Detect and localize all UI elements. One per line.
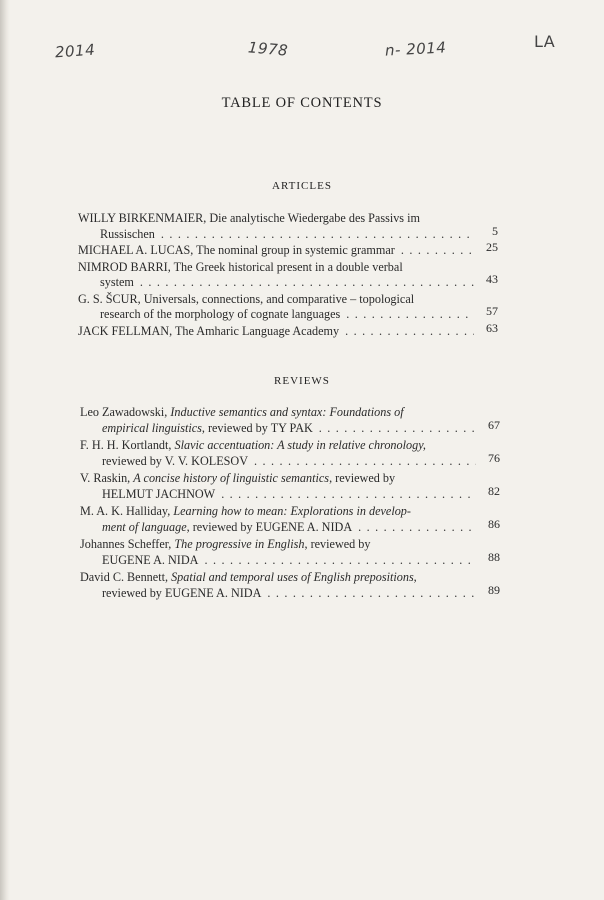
review-book-title: Inductive semantics and syntax: Foundations of (170, 405, 404, 419)
review-book-title: Learning how to mean: Explorations in develop- (173, 504, 411, 518)
review-author: V. Raskin, (80, 471, 134, 485)
article-entry (78, 292, 498, 323)
review-author: Leo Zawadowski, (80, 405, 171, 419)
handwritten-note-left: 2014 (54, 40, 96, 62)
leader-dots (313, 421, 476, 437)
handwritten-note-year: 1978 (247, 38, 289, 60)
review-book-title: Spatial and temporal uses of English prepositions, (171, 570, 417, 584)
leader-dots (198, 553, 476, 569)
page-edge-shadow (0, 0, 10, 900)
leader-dots (155, 227, 474, 243)
article-page-number: 63 (486, 320, 498, 335)
review-page-number: 89 (488, 582, 500, 597)
article-page-number: 25 (486, 240, 498, 254)
review-book-title: Slavic accentuation: A study in relative chronology, (174, 438, 426, 452)
leader-dots (340, 307, 474, 323)
review-entry (80, 570, 500, 601)
handwritten-note-center: n- 2014 (384, 38, 447, 60)
article-entry (78, 260, 498, 291)
article-entry-text: WILLY BIRKENMAIER, Die analytische Wiedergabe des Passivs im (78, 211, 420, 225)
leader-dots (134, 275, 474, 291)
review-page-number: 76 (488, 450, 500, 465)
article-entry-text: NIMROD BARRI, The Greek historical present in a double verbal (78, 259, 403, 274)
review-reviewer: reviewed by V. V. KOLESOV (102, 453, 249, 468)
review-reviewer: , reviewed by TY PAK (201, 420, 313, 435)
review-author: M. A. K. Halliday, (80, 504, 174, 518)
article-entry-text: MICHAEL A. LUCAS, The nominal group in systemic grammar (78, 243, 395, 257)
review-book-title-cont: empirical linguistics (102, 420, 202, 435)
review-page-number: 86 (488, 516, 500, 531)
review-page-number: 82 (488, 483, 500, 498)
article-page-number: 43 (486, 272, 498, 286)
review-entry (80, 438, 500, 469)
review-author: David C. Bennett, (80, 570, 172, 584)
article-entry (78, 320, 498, 340)
review-entry (80, 471, 500, 502)
article-entry-text: G. S. ŠCUR, Universals, connections, and comparative – topological (78, 291, 415, 306)
leader-dots (261, 586, 476, 602)
article-entry-text-cont: system (100, 275, 134, 289)
review-author: Johannes Scheffer, (80, 537, 175, 551)
review-reviewer: , reviewed by EUGENE A. NIDA (186, 519, 353, 534)
review-book-title-cont: ment of language (102, 519, 187, 534)
leader-dots (215, 487, 476, 503)
leader-dots (339, 324, 474, 340)
reviews-list (80, 405, 500, 603)
leader-dots (352, 520, 476, 536)
article-entry (78, 211, 498, 242)
article-entry-text-cont: Russischen (100, 226, 155, 241)
reviews-heading: REVIEWS (274, 375, 330, 387)
review-entry (80, 537, 500, 568)
review-entry (80, 405, 500, 436)
handwritten-note-right: LA (534, 32, 556, 51)
review-book-title: A concise history of linguistic semantics (133, 471, 330, 485)
review-reviewer: HELMUT JACHNOW (102, 486, 216, 501)
article-entry-text: JACK FELLMAN, The Amharic Language Academy (78, 323, 340, 338)
review-by-label: , reviewed by (304, 537, 371, 551)
leader-dots (248, 454, 476, 470)
leader-dots (395, 243, 474, 259)
article-entry-text-cont: research of the morphology of cognate languages (100, 307, 341, 321)
article-entry (78, 240, 498, 259)
articles-list (78, 211, 498, 340)
review-author: F. H. H. Kortlandt, (80, 438, 175, 452)
review-page-number: 67 (488, 417, 500, 432)
review-entry (80, 504, 500, 535)
review-by-label: , reviewed by (329, 471, 396, 485)
review-reviewer: reviewed by EUGENE A. NIDA (102, 585, 262, 600)
page-title: TABLE OF CONTENTS (221, 95, 383, 111)
review-book-title: The progressive in English (174, 537, 305, 551)
article-page-number: 57 (486, 304, 498, 318)
articles-heading: ARTICLES (272, 180, 332, 192)
review-page-number: 88 (488, 549, 500, 564)
review-reviewer: EUGENE A. NIDA (102, 552, 199, 567)
article-page-number: 5 (492, 223, 498, 238)
